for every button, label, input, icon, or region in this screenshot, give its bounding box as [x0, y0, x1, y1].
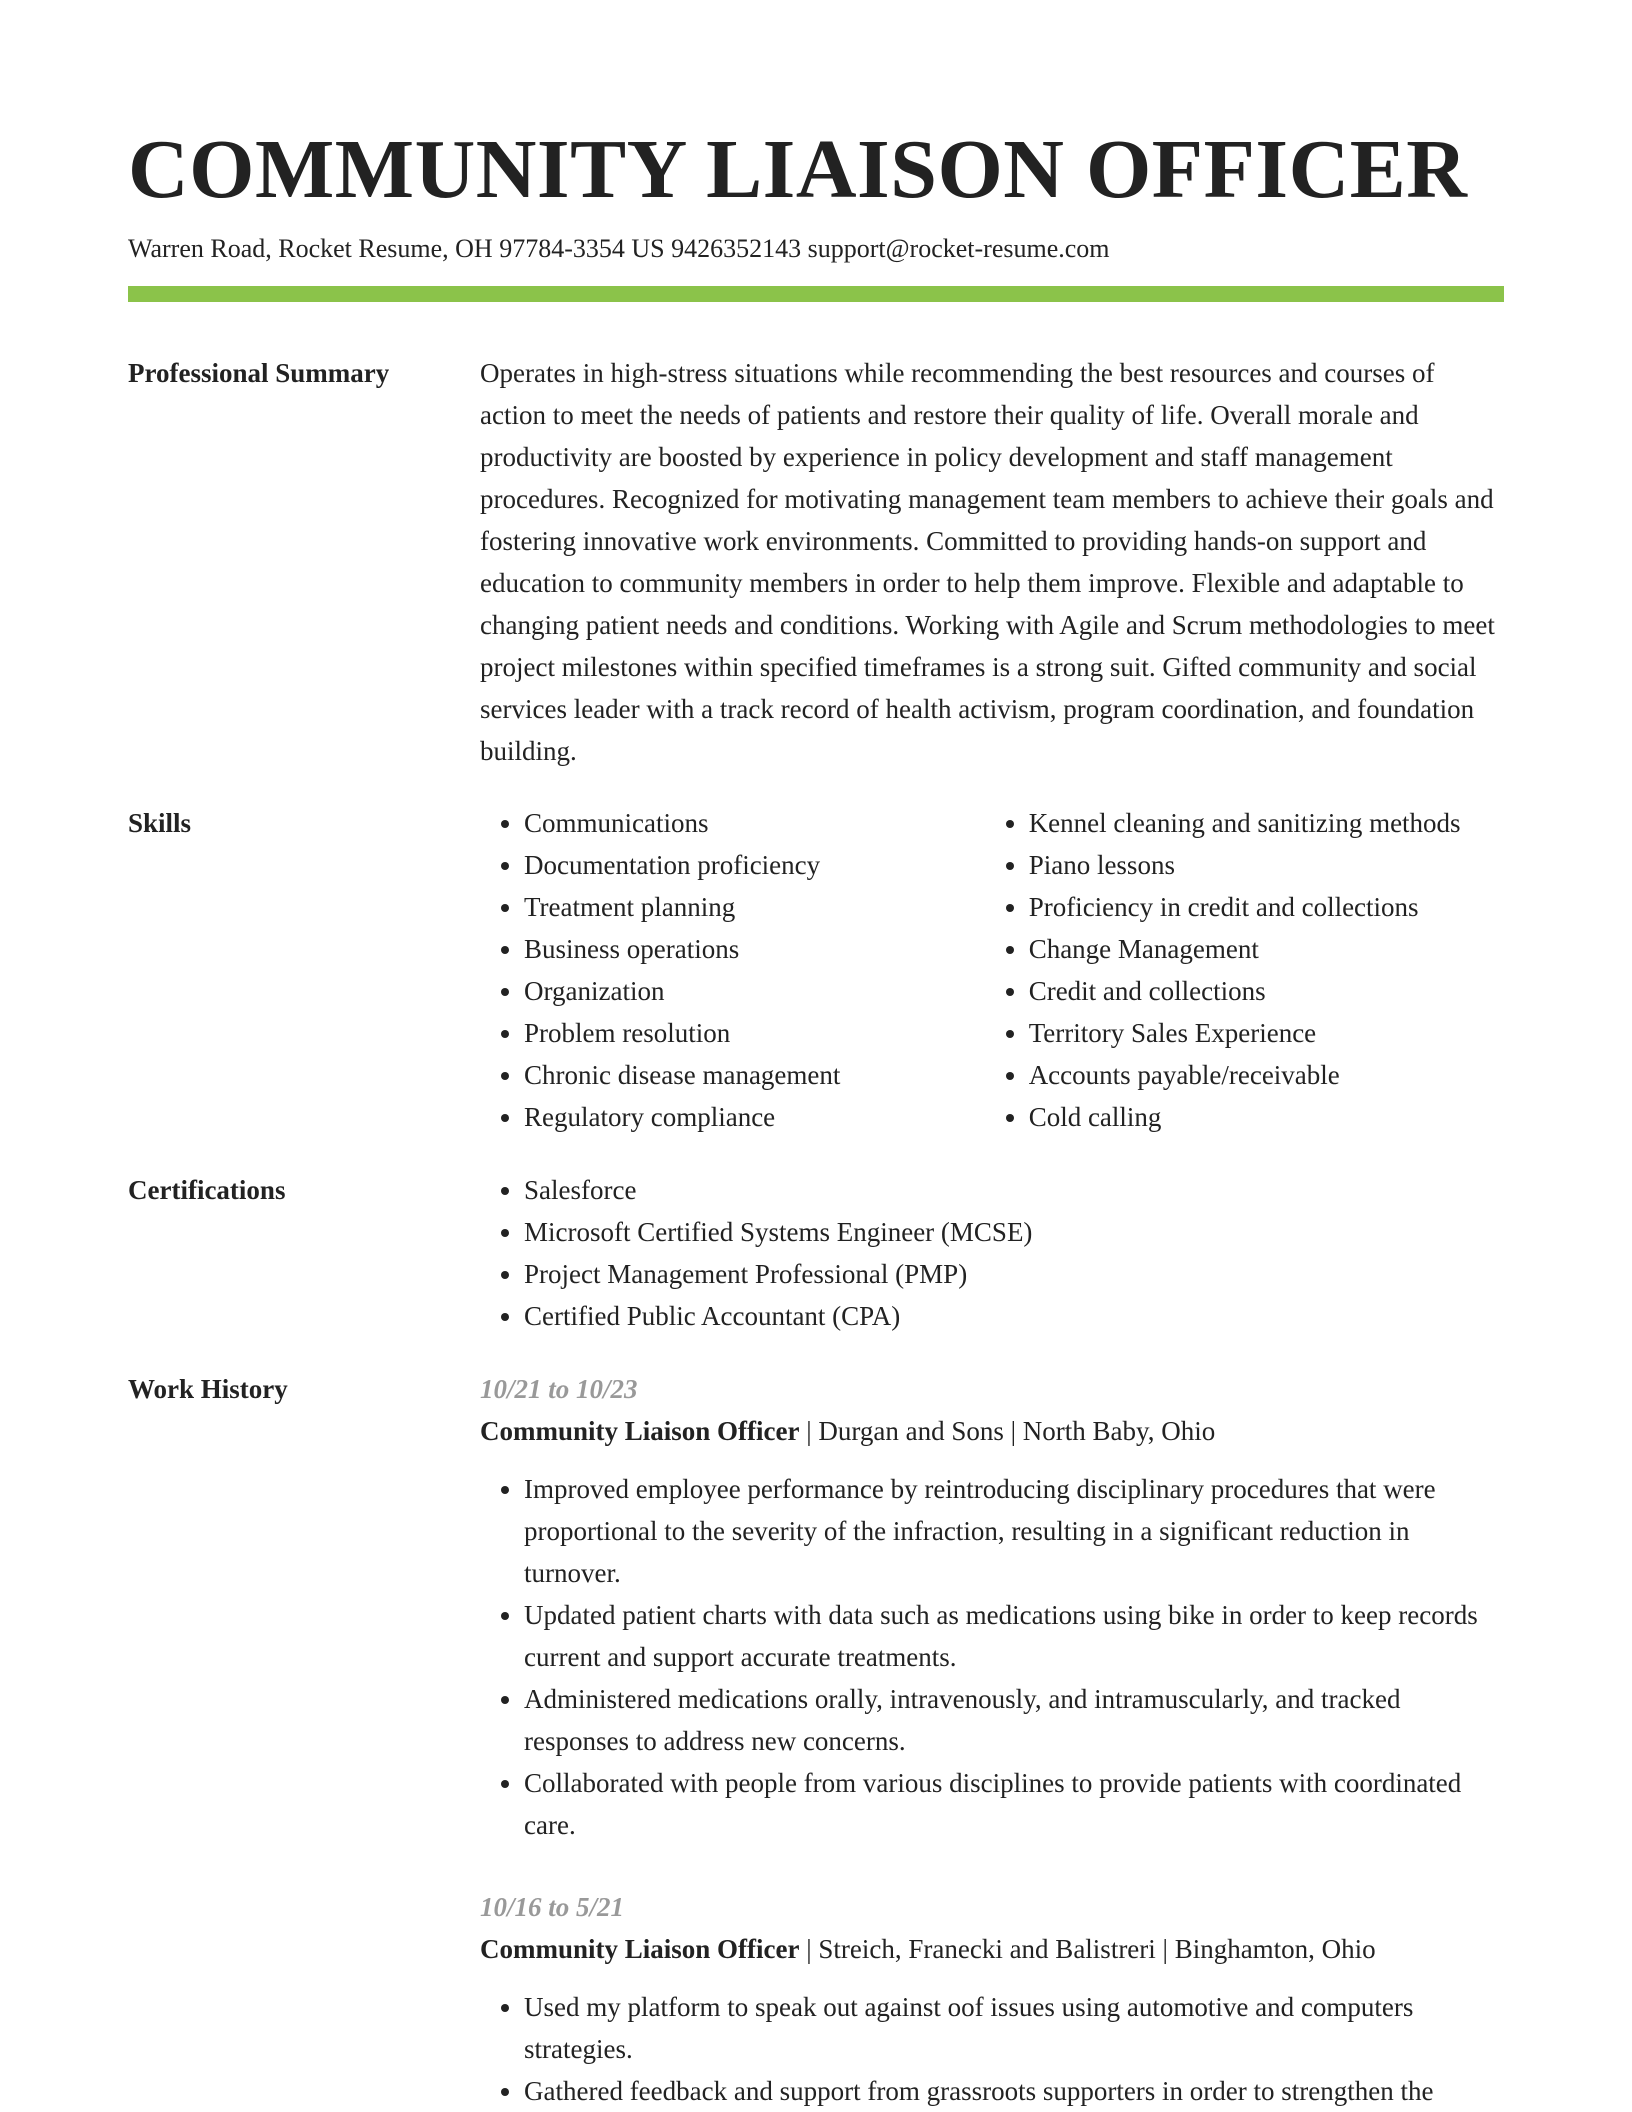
- skill-item: • Problem resolution: [524, 1012, 985, 1054]
- job-bullet: • Collaborated with people from various disciplines to provide patients with coordinated care.: [524, 1762, 1504, 1846]
- job-bullets: [480, 1468, 1504, 1846]
- skills-list-right: [985, 802, 1504, 1138]
- job-bullet: • Improved employee performance by reintroducing disciplinary procedures that were proportional to the severity of the infraction, resulting in a significant reduction in turnover.: [524, 1468, 1504, 1594]
- certifications-label: Certifications: [128, 1175, 286, 1205]
- skill-item: • Regulatory compliance: [524, 1096, 985, 1138]
- job-role: Community Liaison Officer: [480, 1934, 800, 1964]
- skill-item: • Credit and collections: [1029, 970, 1504, 1012]
- contact-address: Warren Road, Rocket Resume, OH 97784-3354 US: [128, 234, 665, 263]
- skill-item: • Proficiency in credit and collections: [1029, 886, 1504, 928]
- skill-item: • Business operations: [524, 928, 985, 970]
- skill-item: • Chronic disease management: [524, 1054, 985, 1096]
- work-history-section: [128, 1368, 1504, 2112]
- header-divider: [128, 286, 1504, 302]
- job-bullet: • Used my platform to speak out against oof issues using automotive and computers strategies.: [524, 1986, 1504, 2070]
- skill-item: • Kennel cleaning and sanitizing methods: [1029, 802, 1504, 844]
- certifications-list: [480, 1169, 1504, 1337]
- skill-item: • Organization: [524, 970, 985, 1012]
- skill-item: • Change Management: [1029, 928, 1504, 970]
- job-bullets: [480, 1986, 1504, 2112]
- skill-item: • Cold calling: [1029, 1096, 1504, 1138]
- skill-item: • Documentation proficiency: [524, 844, 985, 886]
- resume-page: [128, 120, 1504, 2112]
- summary-label: Professional Summary: [128, 358, 390, 388]
- skill-item: • Accounts payable/receivable: [1029, 1054, 1504, 1096]
- skills-section: [128, 802, 1504, 1138]
- job-entry: [480, 1886, 1504, 2112]
- skills-list-left: [480, 802, 985, 1138]
- job-details: | Streich, Franecki and Balistreri | Binghamton, Ohio: [799, 1934, 1376, 1964]
- job-heading: [480, 1410, 1504, 1452]
- skill-item: • Treatment planning: [524, 886, 985, 928]
- work-history-label: Work History: [128, 1374, 288, 1404]
- skill-item: • Territory Sales Experience: [1029, 1012, 1504, 1054]
- job-bullet: • Administered medications orally, intravenously, and intramuscularly, and tracked responses to address new concerns.: [524, 1678, 1504, 1762]
- job-dates: 10/16 to 5/21: [480, 1892, 625, 1922]
- contact-line: [128, 232, 1504, 266]
- resume-title: COMMUNITY LIAISON OFFICER: [128, 123, 1468, 216]
- contact-phone: 9426352143: [671, 234, 802, 263]
- skill-item: • Piano lessons: [1029, 844, 1504, 886]
- certification-item: • Salesforce: [524, 1169, 1504, 1211]
- job-dates: 10/21 to 10/23: [480, 1374, 638, 1404]
- job-entry: [480, 1368, 1504, 1846]
- job-role: Community Liaison Officer: [480, 1416, 800, 1446]
- skills-label: Skills: [128, 808, 192, 838]
- summary-section: [128, 352, 1504, 772]
- job-bullet: • Gathered feedback and support from grassroots supporters in order to strengthen the: [524, 2070, 1504, 2112]
- skill-item: • Communications: [524, 802, 985, 844]
- job-bullet: • Updated patient charts with data such as medications using bike in order to keep records current and support accurate treatments.: [524, 1594, 1504, 1678]
- job-heading: [480, 1928, 1504, 1970]
- contact-email: support@rocket-resume.com: [807, 234, 1110, 263]
- job-details: | Durgan and Sons | North Baby, Ohio: [799, 1416, 1216, 1446]
- certifications-section: [128, 1169, 1504, 1337]
- certification-item: • Project Management Professional (PMP): [524, 1253, 1504, 1295]
- summary-text: Operates in high-stress situations while recommending the best resources and courses of action to meet the needs of patients and restore their quality of life. Overall morale and productivity are boosted by experience in policy development and staff management procedures. Recognized for motivating management team members to achieve their goals and fostering innovative work environments. Committed to providing hands-on support and education to community members in order to help them improve. Flexible and adaptable to changing patient needs and conditions. Working with Agile and Scrum methodologies to meet project milestones within specified timeframes is a strong suit. Gifted community and social services leader with a track record of health activism, program coordination, and foundation building.: [480, 358, 1495, 766]
- certification-item: • Microsoft Certified Systems Engineer (MCSE): [524, 1211, 1504, 1253]
- certification-item: • Certified Public Accountant (CPA): [524, 1295, 1504, 1337]
